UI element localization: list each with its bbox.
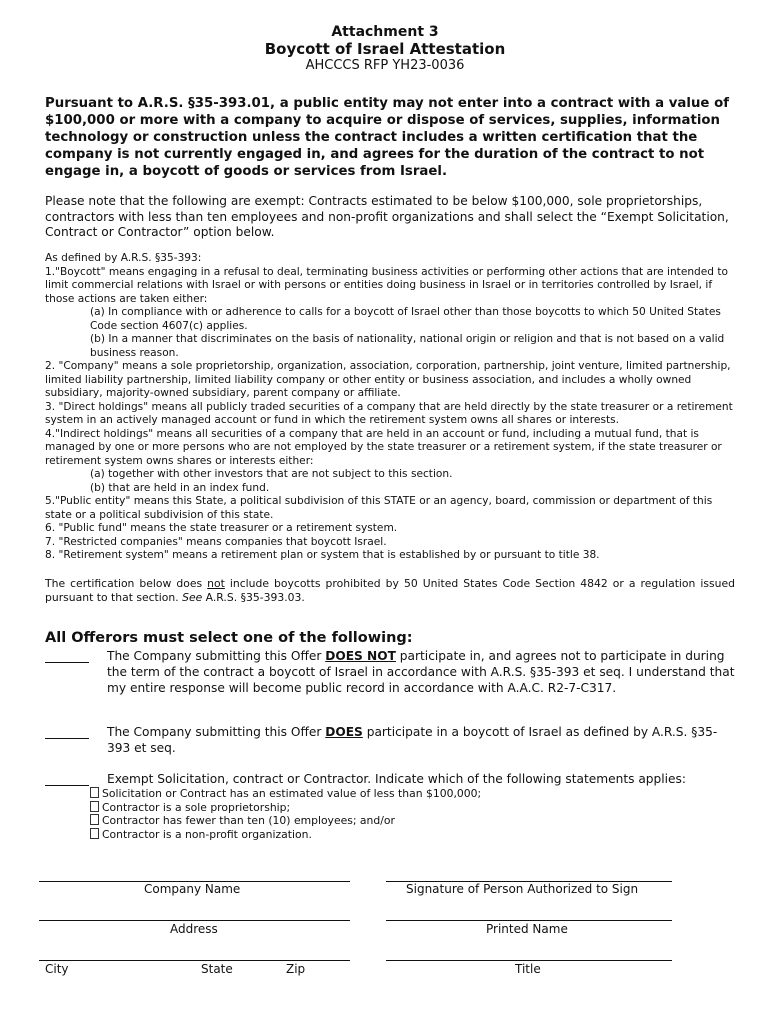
rfp-number: AHCCCS RFP YH23-0036	[305, 58, 465, 73]
option-does-blank[interactable]	[45, 724, 89, 739]
exempt-checklist	[90, 787, 481, 841]
exempt-item	[90, 828, 481, 842]
definitions-section	[45, 252, 740, 563]
opt1-key: DOES NOT	[325, 649, 396, 663]
definition-boycott: 1."Boycott" means engaging in a refusal to deal, terminating business activities or performing other actions that are intended to limit commercial relations with Israel or with persons or entities doing business in Israel or in territories controlled by Israel, if those actions are taken either:	[45, 265, 729, 305]
title-label: Title	[515, 962, 541, 976]
checkbox-icon[interactable]	[90, 801, 99, 812]
cert-pre: The certification below does	[45, 577, 208, 590]
definition-retirement-system: 8. "Retirement system" means a retirement plan or system that is established by or pursuant to title 38.	[45, 549, 600, 561]
exemption-note: Please note that the following are exempt: Contracts estimated to be below $100,000, sole proprietorships, contractors with less than ten employees and non-profit organizations and shall select the “Exempt Solicitation, Contract or Contractor” option below.	[45, 194, 729, 239]
exempt-item	[90, 787, 481, 801]
definition-restricted-companies: 7. "Restricted companies" means companies that boycott Israel.	[45, 535, 387, 548]
opt2-key: DOES	[325, 725, 363, 739]
exempt-item-label: Solicitation or Contract has an estimated value of less than $100,000;	[102, 787, 482, 800]
cert-see: See	[182, 591, 203, 604]
cert-post: A.R.S. §35-393.03.	[202, 591, 305, 604]
opt2-post: participate in a boycott of Israel as defined by A.R.S. §35-393 et seq.	[107, 725, 718, 755]
definition-indirect-holdings: 4."Indirect holdings" means all securities of a company that are held in an account or fund, including a mutual fund, that is managed by one or more persons who are not employed by the state treasurer or a retirement system, if the state treasurer or retirement system owns shares or interests either:	[45, 427, 722, 467]
option-exempt-blank[interactable]	[45, 771, 89, 786]
address-label: Address	[170, 922, 218, 936]
exempt-item	[90, 814, 481, 828]
attachment-label: Attachment 3	[331, 24, 439, 40]
definition-direct-holdings: 3. "Direct holdings" means all publicly traded securities of a company that are held directly by the state treasurer or a retirement system in an actively managed account or fund in which the retirement system owns all shares or interests.	[45, 400, 733, 426]
city-label: City	[45, 962, 69, 976]
option-does-not-blank[interactable]	[45, 648, 89, 663]
opt2-pre: The Company submitting this Offer	[107, 725, 326, 739]
state-label: State	[201, 962, 233, 976]
definition-boycott-b: (b) In a manner that discriminates on the basis of nationality, national origin or religion and that is not based on a valid business reason.	[90, 333, 725, 359]
definition-public-entity: 5."Public entity" means this State, a political subdivision of this STATE or an agency, board, commission or department of this state or a political subdivision of this state.	[45, 495, 713, 521]
offerors-heading: All Offerors must select one of the following:	[45, 630, 413, 646]
printed-name-line[interactable]	[386, 920, 672, 921]
city-state-zip-line[interactable]	[39, 960, 350, 961]
company-name-label: Company Name	[144, 882, 241, 896]
opt1-pre: The Company submitting this Offer	[107, 649, 326, 663]
printed-name-label: Printed Name	[486, 922, 568, 936]
definition-indirect-b: (b) that are held in an index fund.	[90, 481, 270, 494]
definition-boycott-a: (a) In compliance with or adherence to calls for a boycott of Israel other than those boycotts to which 50 United States Code section 4607(c) applies.	[90, 306, 721, 332]
page-title: Boycott of Israel Attestation	[264, 40, 506, 58]
zip-label: Zip	[286, 962, 306, 976]
option-exempt	[45, 771, 735, 787]
option-does-not	[45, 648, 735, 696]
checkbox-icon[interactable]	[90, 828, 99, 839]
address-line[interactable]	[39, 920, 350, 921]
exempt-item	[90, 801, 481, 815]
checkbox-icon[interactable]	[90, 814, 99, 825]
certification-note	[45, 577, 735, 605]
exempt-item-label: Contractor is a sole proprietorship;	[102, 800, 291, 814]
option-does	[45, 724, 735, 756]
intro-paragraph: Pursuant to A.R.S. §35-393.01, a public entity may not enter into a contract with a value of $100,000 or more with a company to acquire or dispose of services, supplies, information technology or construction unless the contract includes a written certification that the company is not currently engaged in, and agrees for the duration of the contract to not engage in, a boycott of goods or services from Israel.	[45, 96, 729, 179]
exempt-item-label: Contractor is a non-profit organization.	[102, 827, 312, 841]
definition-indirect-a: (a) together with other investors that are not subject to this section.	[90, 468, 453, 480]
exempt-item-label: Contractor has fewer than ten (10) employees; and/or	[102, 814, 395, 827]
option-exempt-text: Exempt Solicitation, contract or Contractor. Indicate which of the following statements applies:	[107, 772, 686, 786]
signature-label: Signature of Person Authorized to Sign	[406, 882, 639, 896]
cert-not: not	[207, 577, 225, 590]
opt1-post: participate in, and agrees not to participate in during the term of the contract a boycott of Israel in accordance with A.R.S. §35-393 et seq. I understand that my entire response will become public record in accordance with A.A.C. R2-7-C317.	[107, 649, 735, 695]
option-does-text	[107, 724, 735, 756]
title-line[interactable]	[386, 960, 672, 961]
checkbox-icon[interactable]	[90, 787, 99, 798]
definition-company: 2. "Company" means a sole proprietorship, organization, association, corporation, partnership, joint venture, limited partnership, limited liability partnership, limited liability company or other entity or business association, and includes a wholly owned subsidiary, majority-owned subsidiary, parent company or affiliate.	[45, 360, 731, 399]
cert-mid: include boycotts prohibited by 50 United States Code Section 4842 or a regulation issued pursuant to that section.	[45, 577, 735, 604]
definitions-heading: As defined by A.R.S. §35-393:	[45, 252, 202, 264]
definition-public-fund: 6. "Public fund" means the state treasurer or a retirement system.	[45, 522, 398, 534]
option-does-not-text	[107, 648, 735, 696]
